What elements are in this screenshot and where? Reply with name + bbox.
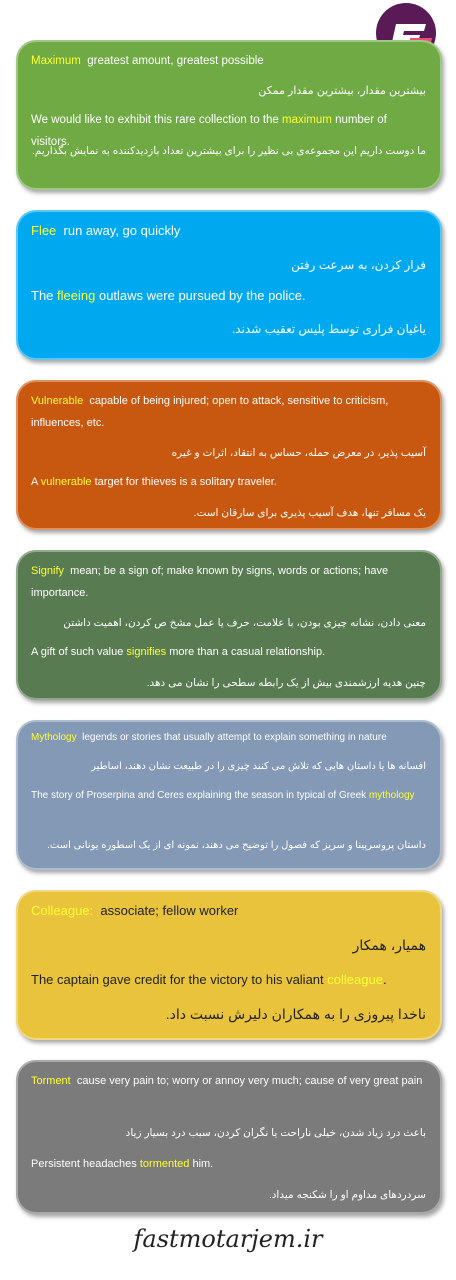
vocab-card-torment <box>16 1060 442 1214</box>
example-keyword: vulnerable <box>40 476 92 488</box>
definition-text: cause very pain to; worry or annoy very much; cause of very great pain <box>76 1075 423 1087</box>
fa-definition: باعث درد زیاد شدن، خیلی ناراحت یا نگران کردن، سبب درد بسیار زیاد <box>125 1127 426 1139</box>
example-text-before: A <box>31 476 38 488</box>
definition-line <box>31 900 426 922</box>
example-keyword: tormented <box>139 1158 190 1170</box>
vocab-word: Vulnerable <box>31 395 84 407</box>
example-text-before: The <box>31 288 54 303</box>
vocab-word: Torment <box>31 1075 71 1087</box>
example-text-before: Persistent headaches <box>31 1158 137 1170</box>
example-text-before: The story of Proserpina and Ceres explaining the season in typical of Greek <box>31 790 367 801</box>
example-text-before: A gift of such value <box>31 646 124 658</box>
vocab-word: Mythology <box>31 732 77 743</box>
example-text-after: number of visitors. <box>31 114 387 148</box>
example-line <box>31 1153 426 1175</box>
fa-definition: همیار، همکار <box>352 937 426 953</box>
example-text-before: The captain gave credit for the victory to his valiant <box>31 972 324 987</box>
vocab-card-maximum <box>16 40 442 190</box>
example-text-after: . <box>382 972 387 987</box>
fa-definition: افسانه ها یا داستان هایی که تلاش می کنند چیزی را در طبیعت نشان دهند، اساطیر <box>91 761 426 772</box>
example-keyword: colleague <box>327 972 383 987</box>
example-text-before: We would like to exhibit this rare collection to the <box>31 114 279 126</box>
example-keyword: mythology <box>368 790 415 801</box>
vocab-word: Maximum <box>31 55 81 67</box>
definition-text: greatest amount, greatest possible <box>87 55 264 67</box>
definition-line <box>31 50 426 72</box>
example-keyword: fleeing <box>57 288 96 303</box>
definition-line <box>31 390 426 434</box>
fa-example: چنین هدیه ارزشمندی بیش از یک رابطه سطحی را نشان می دهد. <box>146 677 426 689</box>
example-line <box>31 641 426 663</box>
vocab-word: Colleague: <box>31 903 94 918</box>
example-line <box>31 785 426 807</box>
definition-text: mean; be a sign of; make known by signs, words or actions; have importance. <box>31 565 389 599</box>
example-keyword: signifies <box>126 646 167 658</box>
example-text-after: target for thieves is a solitary traveler. <box>94 476 277 488</box>
fa-example: ما دوست داریم این مجموعه‌ی بی نظیر را برای بیشترین تعداد بازدیدکننده به نمایش بگذاریم. <box>31 145 426 157</box>
definition-line <box>31 560 426 604</box>
example-text-after: outlaws were pursued by the police. <box>98 288 306 303</box>
vocab-card-colleague <box>16 890 442 1040</box>
example-text-after: him. <box>192 1158 214 1170</box>
vocab-card-signify <box>16 550 442 700</box>
example-keyword: maximum <box>282 114 332 126</box>
vocab-card-vulnerable <box>16 380 442 530</box>
fa-example: ناخدا پیروزی را به همکاران دلیرش نسبت داد. <box>165 1006 426 1022</box>
example-line <box>31 969 426 991</box>
fa-example: یک مسافر تنها، هدف آسیب پذیری برای سارقان است. <box>193 507 426 519</box>
example-line <box>31 471 426 493</box>
definition-text: capable of being injured; open to attack, sensitive to criticism, influences, etc. <box>31 395 389 429</box>
fa-definition: فرار کردن، به سرعت رفتن <box>291 258 426 272</box>
fa-example: داستان پروسرپینا و سریز که فصول را توضیح می دهند، نمونه ای از یک اسطوره یونانی است. <box>47 840 426 851</box>
vocab-card-mythology <box>16 720 442 870</box>
vocab-word: Signify <box>31 565 65 577</box>
vocab-word: Flee <box>31 223 57 238</box>
definition-line <box>31 727 426 749</box>
fa-example: یاغیان فراری توسط پلیس تعقیب شدند. <box>231 322 426 336</box>
fa-definition: آسیب پذیر، در معرض حمله، حساس به انتقاد، اثرات و غیره <box>171 447 426 459</box>
definition-text: legends or stories that usually attempt to explain something in nature <box>82 732 387 743</box>
definition-text: associate; fellow worker <box>100 903 239 918</box>
definition-line <box>31 1070 426 1092</box>
example-line <box>31 285 426 307</box>
vocab-card-flee <box>16 210 442 360</box>
fa-example: سردردهای مداوم او را شکنجه میداد. <box>268 1189 426 1201</box>
example-text-after: more than a casual relationship. <box>169 646 326 658</box>
definition-line <box>31 220 426 242</box>
fa-definition: معنی دادن، نشانه چیزی بودن، با علامت، حرف یا عمل مشخ ص کردن، اهمیت داشتن <box>63 617 426 629</box>
definition-text: run away, go quickly <box>63 223 181 238</box>
site-watermark: fastmotarjem.ir <box>133 1225 323 1253</box>
fa-definition: بیشترین مقدار، بیشترین مقدار ممکن <box>258 85 426 97</box>
